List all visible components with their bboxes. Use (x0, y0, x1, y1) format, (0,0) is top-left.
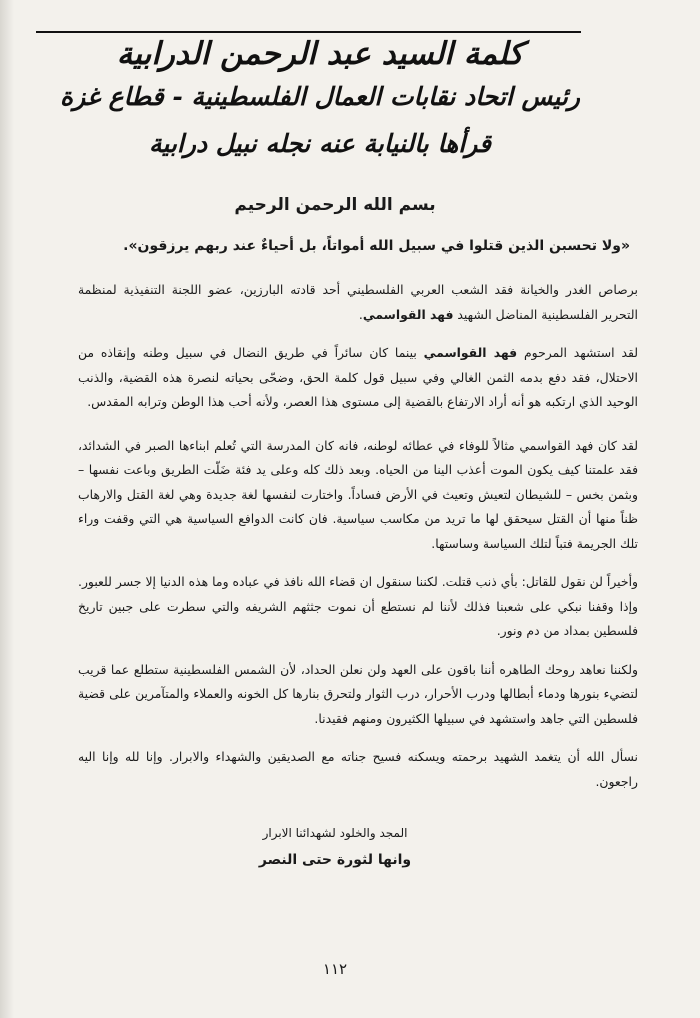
martyr-name: فهد القواسمي (362, 306, 454, 322)
paragraph (78, 434, 638, 557)
speech-title: كلمة السيد عبد الرحمن الدرابية (116, 36, 524, 72)
paragraph-text: برصاص الغدر والخيانة فقد الشعب العربي الفلسطيني أحد قادته البارزين، عضو اللجنة التنفيذية لمنظمة التحرير الفلسطينية المناضل الشهيد (78, 282, 638, 322)
reader-note: قرأها بالنيابة عنه نجله نبيل درابية (149, 129, 491, 158)
top-rule-line (36, 31, 581, 33)
speaker-position: رئيس اتحاد نقابات العمال الفلسطينية - قطاع غزة (59, 82, 581, 111)
paragraph-text: نسأل الله أن يتغمد الشهيد برحمته ويسكنه فسيح جناته مع الصديقين والشهداء والابرار. وإنا لله وإنا اليه راجعون. (78, 749, 638, 789)
paragraph-text: بينما كان سائراً في طريق النضال في سبيل وطنه وإنقاذه من الاحتلال، فقد دفع بدمه الثمن الغالي وفي سبيل قول كلمة الحق، وضحّى بحياته لنصرة هذه القضية، والذنب الوحيد الذي ارتكبه هو أنه أراد الارتفاع بالقضية إلى مستوى هذا العصر، ولأنه أحب هذا الوطن وترابه المقدس. (78, 345, 638, 409)
martyr-name: فهد القواسمي (423, 345, 518, 360)
paragraph (78, 658, 638, 732)
paragraph-text: . (358, 306, 363, 322)
paragraph (78, 570, 638, 644)
closing-slogan: وانها لثورة حتى النصر (258, 852, 412, 868)
speech-body (78, 278, 638, 813)
paragraph (78, 341, 638, 415)
basmala-heading: بسم الله الرحمن الرحيم (234, 195, 436, 215)
page-number: ١١٢ (322, 960, 348, 978)
quran-verse: «ولا تحسبن الذين قتلوا في سبيل الله أمواتاً، بل أحياءٌ عند ربهم يرزقون». (123, 238, 630, 254)
paragraph-text: ولكننا نعاهد روحك الطاهره أننا باقون على العهد ولن نعلن الحداد، لأن الشمس الفلسطينية ستطلع عما قريب لتضيء بنورها ودماء أبطالها ودرب الأحرار، درب الثوار ولتحرق بنارها كل الخونه والعملاء والمتآمرين على قضية فلسطين التي جاهد واستشهد في سبيلها الكثيرون ومنهم فقيدنا. (78, 661, 638, 726)
closing-line: المجد والخلود لشهدائنا الابرار (262, 826, 408, 840)
paragraph (78, 278, 638, 327)
paragraph-text: وأخيراً لن نقول للقاتل: بأي ذنب قتلت. لكننا سنقول ان قضاء الله نافذ في عباده وما هذه الدنيا إلا جسر للعبور. وإذا وقفنا نبكي على شعبنا فذلك لأننا لم نستطع أن نموت جثثهم الشريفه والتي سطرت على جبين تاريخ فلسطين بمداد من دم ونور. (78, 574, 638, 638)
paragraph (78, 745, 638, 794)
paragraph-text: لقد كان فهد القواسمي مثالاً للوفاء في عطائه لوطنه، فانه كان المدرسة التي تُعلم ابناءها الصبر في الشدائد، فقد علمتنا كيف يكون الموت أعذب الينا من الحياه. وبعد ذلك كله وعلى يد فئة ضَلّت الطريق وباعت نفسها – وبثمن بخس – للشيطان لتعيش وتعيث في الأرض فساداً. واختارت لنفسها لغة جديدة وهي لغة القتل والارهاب ظناً منها أن القتل سيحقق لها ما تريد من مكاسب سياسية. فان كانت الدوافع السياسية هي التي وقفت وراء تلك الجريمة فتباً لتلك السياسة وساستها. (78, 437, 638, 551)
paragraph-text: لقد استشهد المرحوم (517, 345, 639, 360)
